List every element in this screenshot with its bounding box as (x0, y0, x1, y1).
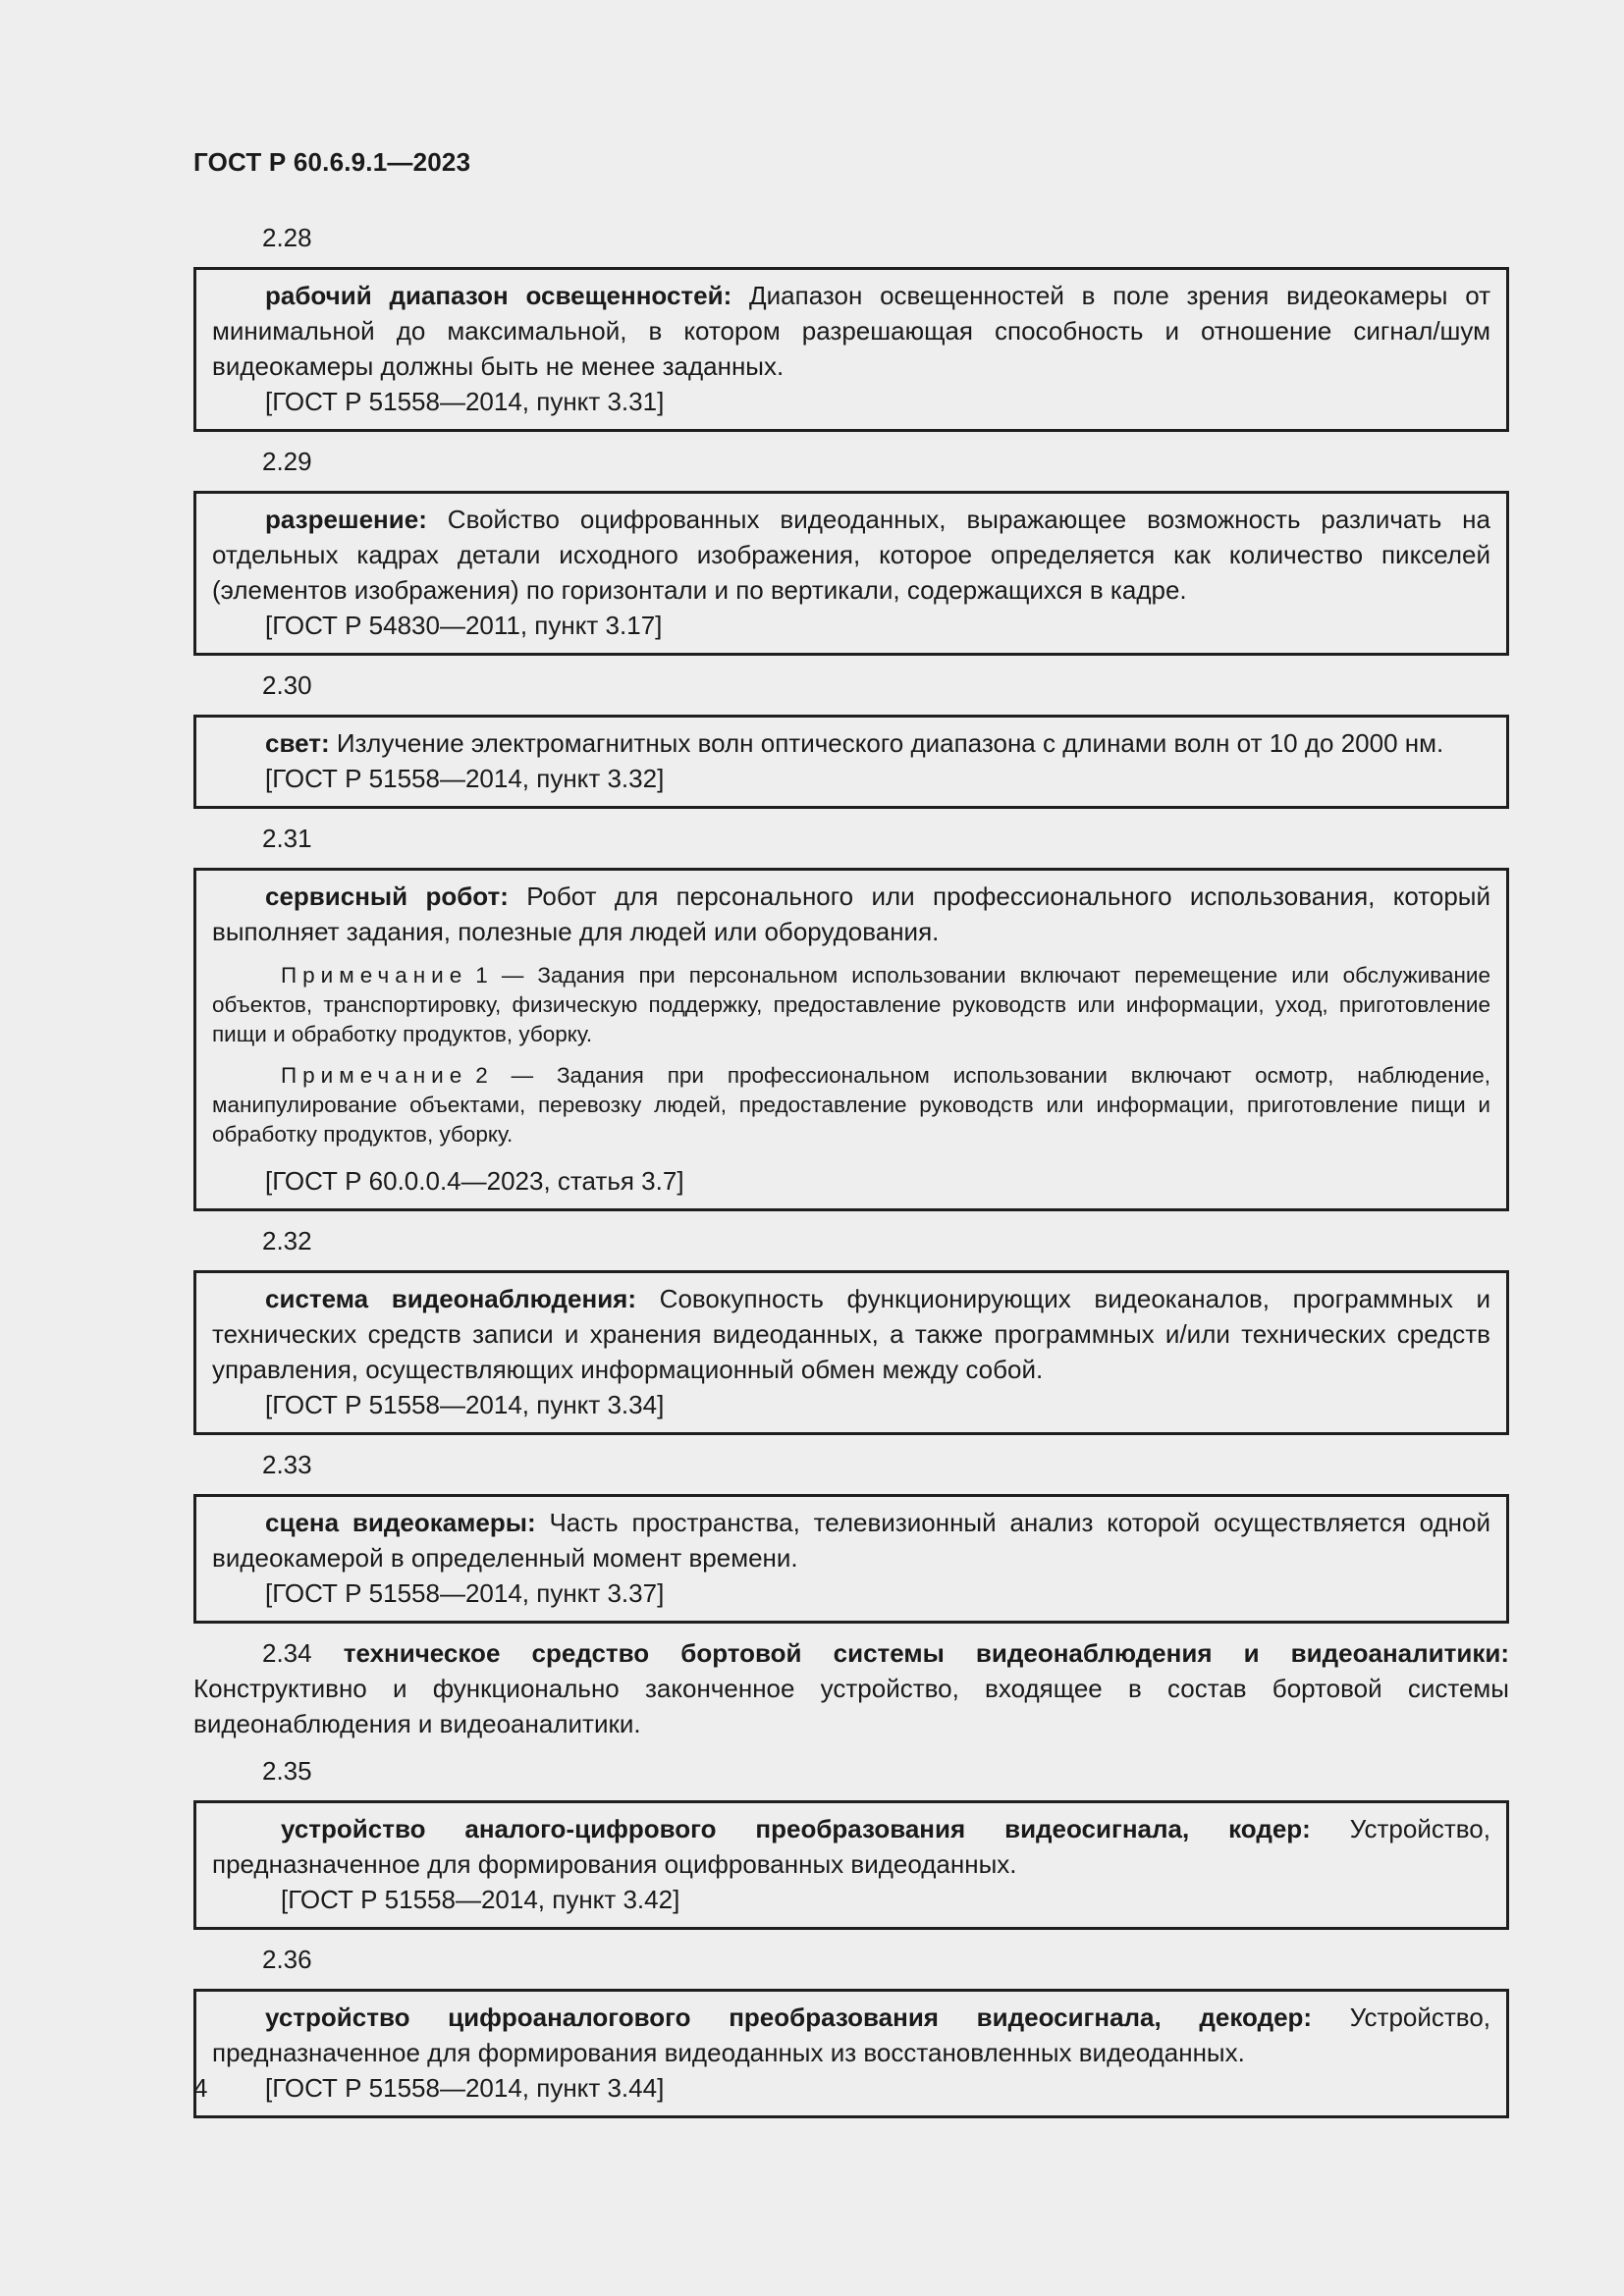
term-box (193, 715, 1509, 809)
term-name: система видеонаблюдения: (265, 1284, 637, 1313)
entry-number: 2.36 (262, 1945, 312, 1974)
definition-text: Конструктивно и функционально законченное устройство, входящее в состав бортовой системы видеонаблюдения и видеоаналитики. (193, 1674, 1509, 1738)
term-name: рабочий диапазон освещенностей: (265, 281, 732, 310)
term-box (193, 1800, 1509, 1930)
definition-text: Робот для персонального или профессионального использования, который выполняет задания, полезные для людей или оборудования. (212, 881, 1490, 946)
term-definition (212, 1281, 1490, 1387)
note-text: 2 — Задания при профессиональном использовании включают осмотр, наблюдение, манипулирование объектами, перевозку людей, предоставление руководств или информации, приготовление пищи и обработку продуктов, уборку. (212, 1063, 1490, 1147)
definition-text: Излучение электромагнитных волн оптического диапазона с длинами волн от 10 до 2000 нм. (329, 728, 1444, 758)
definition-text: Устройство, предназначенное для формирования оцифрованных видеоданных. (212, 1814, 1490, 1879)
term-name: сервисный робот: (265, 881, 509, 911)
terms-content (193, 220, 1509, 2130)
term-box (193, 1270, 1509, 1435)
term-name: свет: (265, 728, 330, 758)
term-box (193, 491, 1509, 656)
entry-number: 2.28 (262, 223, 312, 252)
term-definition (212, 725, 1490, 761)
page-number: 4 (193, 2073, 208, 2103)
term-definition (212, 879, 1490, 949)
term-name: устройство аналого-цифрового преобразования видеосигнала, кодер: (281, 1814, 1311, 1843)
note-label: Примечание (281, 963, 468, 988)
term-definition (212, 502, 1490, 608)
term-definition (212, 278, 1490, 384)
term-name: разрешение: (265, 505, 427, 534)
term-source: [ГОСТ Р 60.0.0.4—2023, статья 3.7] (265, 1166, 684, 1196)
entry-number: 2.35 (262, 1756, 312, 1786)
note-label: Примечание (281, 1063, 468, 1088)
term-definition (212, 1811, 1490, 1882)
term-source: [ГОСТ Р 51558—2014, пункт 3.32] (265, 764, 665, 793)
term-definition (212, 1505, 1490, 1575)
term-source: [ГОСТ Р 51558—2014, пункт 3.42] (281, 1885, 680, 1914)
term-box (193, 868, 1509, 1211)
term-name: устройство цифроаналогового преобразования видеосигнала, декодер: (265, 2002, 1313, 2032)
term-definition (212, 2000, 1490, 2070)
entry-number: 2.30 (262, 670, 312, 700)
term-name: техническое средство бортовой системы видеонаблюдения и видеоаналитики: (343, 1638, 1509, 1668)
term-name: сцена видеокамеры: (265, 1508, 536, 1537)
definition-text: Свойство оцифрованных видеоданных, выражающее возможность различать на отдельных кадрах детали исходного изображения, которое определяется как количество пикселей (элементов изображения) по горизонтали и по вертикали, содержащихся в кадре. (212, 505, 1490, 605)
document-header: ГОСТ Р 60.6.9.1—2023 (193, 147, 471, 177)
entry-number: 2.34 (262, 1638, 312, 1668)
note-text: 1 — Задания при персональном использовании включают перемещение или обслуживание объектов, транспортировку, физическую поддержку, предоставление руководств или информации, уход, приготовление пищи и обработку продуктов, уборку. (212, 963, 1490, 1046)
definition-text: Часть пространства, телевизионный анализ которой осуществляется одной видеокамерой в определенный момент времени. (212, 1508, 1490, 1573)
term-note (212, 961, 1490, 1049)
entry-number: 2.29 (262, 447, 312, 476)
definition-text: Устройство, предназначенное для формирования видеоданных из восстановленных видеоданных. (212, 2002, 1490, 2067)
term-box (193, 1989, 1509, 2118)
term-source: [ГОСТ Р 51558—2014, пункт 3.34] (265, 1390, 665, 1419)
term-source: [ГОСТ Р 51558—2014, пункт 3.44] (265, 2073, 665, 2103)
term-box (193, 267, 1509, 432)
term-definition-unboxed (193, 1635, 1509, 1741)
definition-text: Совокупность функционирующих видеоканалов, программных и технических средств записи и хранения видеоданных, а также программных и/или технических средств управления, осуществляющих информационный обмен между собой. (212, 1284, 1491, 1384)
term-note (212, 1061, 1490, 1149)
term-source: [ГОСТ Р 51558—2014, пункт 3.37] (265, 1578, 665, 1608)
term-box (193, 1494, 1509, 1624)
entry-number: 2.31 (262, 824, 312, 853)
definition-text: Диапазон освещенностей в поле зрения видеокамеры от минимальной до максимальной, в котором разрешающая способность и отношение сигнал/шум видеокамеры должны быть не менее заданных. (212, 281, 1490, 381)
entry-number: 2.33 (262, 1450, 312, 1479)
entry-number: 2.32 (262, 1226, 312, 1255)
term-source: [ГОСТ Р 54830—2011, пункт 3.17] (265, 611, 663, 640)
term-source: [ГОСТ Р 51558—2014, пункт 3.31] (265, 387, 665, 416)
